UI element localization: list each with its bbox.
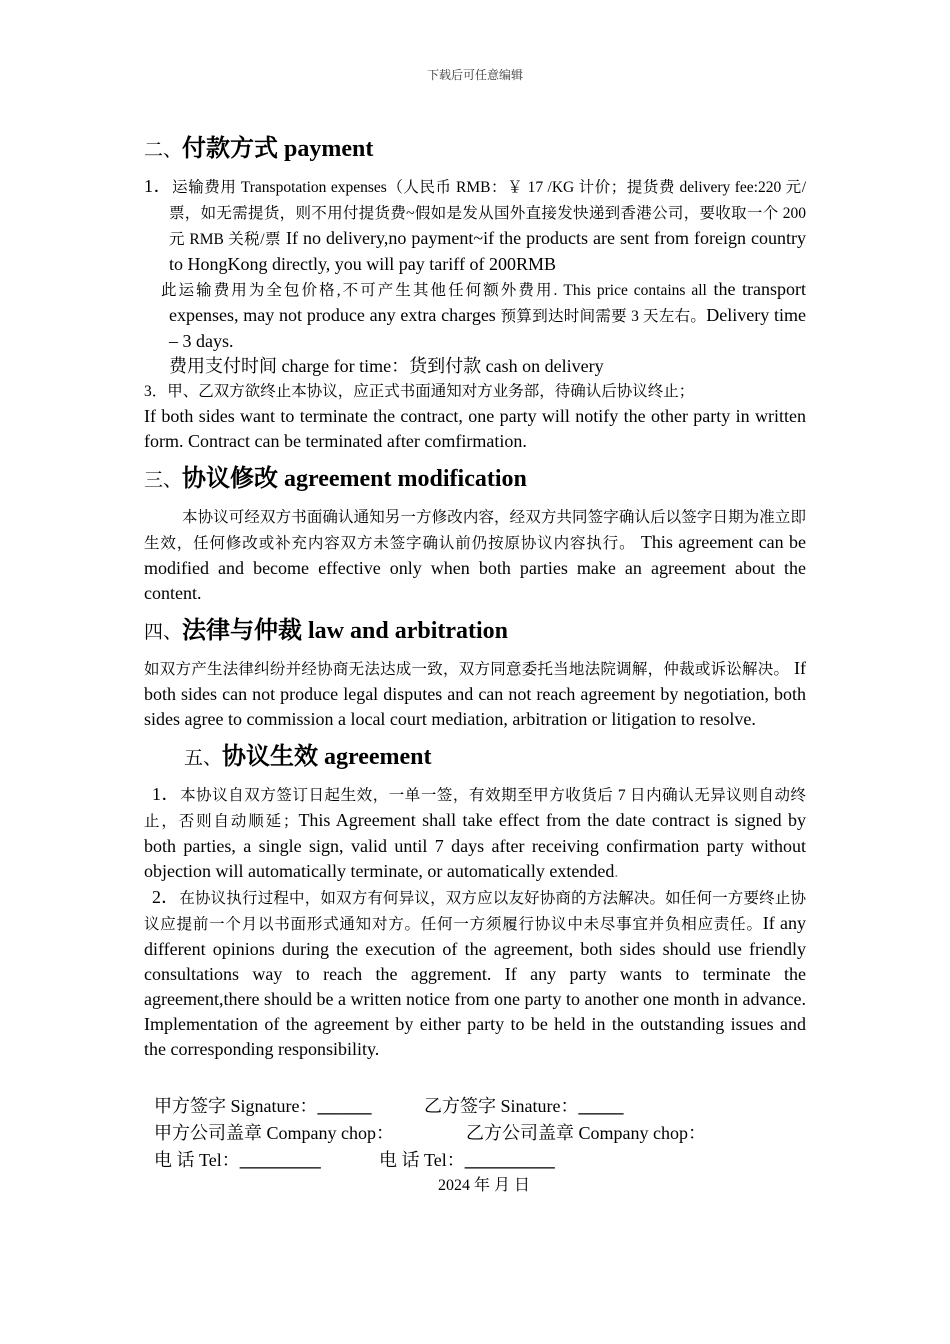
section-4-number: 四、	[144, 622, 183, 643]
party-a-tel-field[interactable]: _________	[239, 1150, 321, 1170]
payment-price-note-en: the transport expenses, may not produce any extra charges	[169, 279, 806, 325]
payment-price-note: 此运输费用为全包价格,不可产生其他任何额外费用. This price contains all	[161, 282, 707, 299]
document-body	[144, 130, 806, 1062]
signature-row	[154, 1093, 754, 1120]
effect-item-1-cn: 本协议自双方签订日起生效，一单一签，有效期至甲方收货后 7 日内确认无异议则自动终止，否则自动顺延；	[144, 787, 806, 830]
effect-item-2	[144, 885, 806, 1062]
payment-eta-en: Delivery time – 3 days.	[169, 305, 806, 351]
section-4-title: 法律与仲裁 law and arbitration	[182, 618, 509, 644]
section-2-title: 付款方式 payment	[182, 136, 374, 162]
payment-eta-cn: 预算到达时间需要 3 天左右。	[500, 308, 707, 325]
section-2-number: 二、	[144, 140, 183, 161]
effect-item-2-en: If any different opinions during the execution of the agreement, both sides should use friendly consultations way to reach the aggrement. If any party wants to terminate the agreement,there should be a written notice from one party to another one month in advance. Implementation of the agreement by either party to be held in the outstanding issues and the corresponding responsibility.	[144, 913, 806, 1059]
party-b-tel-label: 电 话 Tel：	[379, 1150, 465, 1170]
chop-row	[154, 1120, 754, 1147]
termination-number: 3．	[144, 383, 168, 400]
section-3-title: 协议修改 agreement modification	[182, 466, 527, 492]
law-en: If both sides can not produce legal disputes and can not reach agreement by negotiation, both sides agree to commission a local court mediation, arbitration or litigation to resolve.	[144, 658, 806, 729]
modification-en: This agreement can be modified and become effective only when both parties make an agreement about the content.	[144, 532, 806, 603]
party-b-signature-field[interactable]: _____	[578, 1096, 624, 1116]
section-2-heading	[144, 130, 806, 170]
section-5-heading	[144, 738, 806, 778]
termination-item	[144, 379, 806, 404]
modification-cn: 本协议可经双方书面确认通知另一方修改内容，经双方共同签字确认后以签字日期为准立即生效，任何修改或补充内容双方未签字确认前仍按原协议内容执行。	[144, 509, 806, 552]
party-a-signature-field[interactable]: ______	[317, 1096, 372, 1116]
party-a-signature-label: 甲方签字 Signature：	[154, 1096, 318, 1116]
payment-charge-time: 费用支付时间 charge for time：货到付款 cash on delivery	[169, 356, 604, 376]
termination-cn: 甲、乙双方欲终止本协议，应正式书面通知对方业务部，待确认后协议终止；	[167, 383, 695, 400]
modification-paragraph	[144, 504, 806, 606]
party-b-signature-label: 乙方签字 Sinature：	[424, 1096, 579, 1116]
payment-item-1-en: If no delivery,no payment~if the products are sent from foreign country to HongKong directly, you will pay tariff of 200RMB	[169, 228, 806, 274]
header-note: 下载后可任意编辑	[426, 68, 523, 82]
effect-item-2-number: 2．	[152, 887, 180, 907]
party-b-tel-field[interactable]: __________	[464, 1150, 555, 1170]
effect-item-1-end: .	[614, 864, 619, 881]
section-3-heading	[144, 460, 806, 500]
law-paragraph	[144, 656, 806, 732]
section-5-number: 五、	[184, 748, 223, 769]
payment-item-1	[144, 174, 806, 379]
section-4-heading	[144, 612, 806, 652]
party-a-tel-label: 电 话 Tel：	[154, 1150, 240, 1170]
termination-en: If both sides want to terminate the contract, one party will notify the other party in written form. Contract can be terminated after comfirmation.	[144, 406, 806, 451]
payment-item-1-cn: 运输费用 Transpotation expenses（人民币 RMB：￥ 17 /KG 计价；提货费 delivery fee:220 元/票，如无需提货，则不用付提货费~假如是发从国外直接发快递到香港公司，要收取一个 200 元 RMB 关税/票	[169, 179, 806, 248]
effect-item-1-number: 1．	[152, 784, 181, 804]
effect-item-2-cn: 在协议执行过程中，如双方有何异议，双方应以友好协商的方法解决。如任何一方要终止协议应提前一个月以书面形式通知对方。任何一方须履行协议中未尽事宜并负相应责任。	[144, 890, 806, 933]
signature-block	[154, 1093, 754, 1174]
tel-row	[154, 1147, 754, 1174]
party-b-chop-label: 乙方公司盖章 Company chop：	[466, 1123, 706, 1143]
signing-date: 2024 年 月 日	[437, 1177, 530, 1194]
effect-item-1-en: This Agreement shall take effect from the date contract is signed by both parties, a single sign, valid until 7 days after receiving confirmation party without objection will automatically terminate, or automatically extended	[144, 810, 806, 881]
payment-item-1-number: 1．	[144, 176, 173, 196]
section-3-number: 三、	[144, 470, 183, 491]
party-a-chop-label: 甲方公司盖章 Company chop：	[154, 1123, 394, 1143]
effect-item-1	[144, 782, 806, 885]
section-5-title: 协议生效 agreement	[222, 744, 432, 770]
law-cn: 如双方产生法律纠纷并经协商无法达成一致，双方同意委托当地法院调解，仲裁或诉讼解决。	[144, 661, 790, 678]
